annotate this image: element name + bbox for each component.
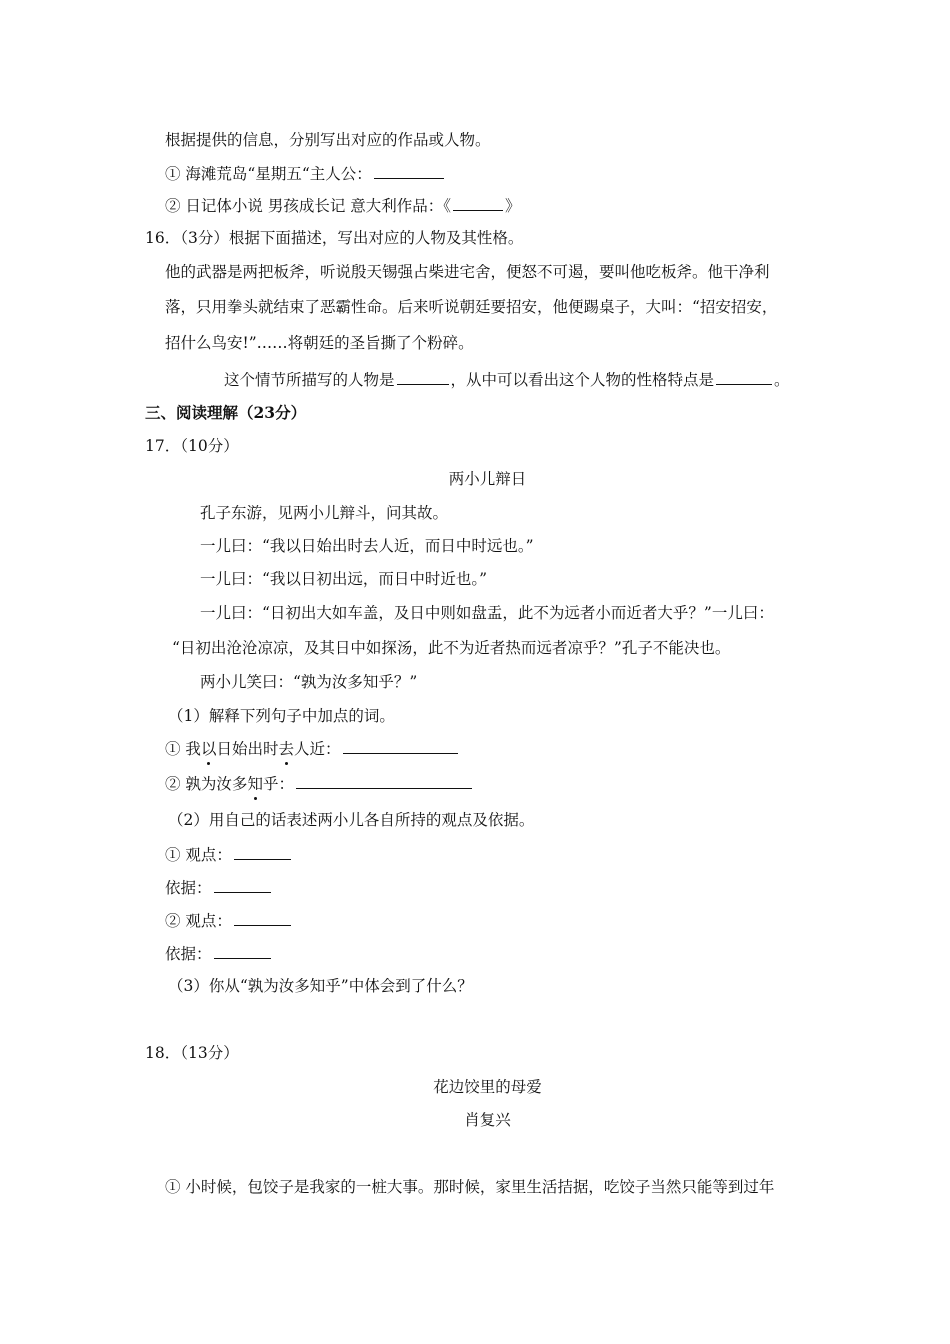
q16-question: 这个情节所描写的人物是 ，从中可以看出这个人物的性格特点是 。 (224, 371, 790, 389)
q16-passage-line: 招什么鸟安!”……将朝廷的圣旨撕了个粉碎。 (165, 334, 474, 352)
answer-blank[interactable] (214, 877, 271, 893)
q16-passage-line: 落，只用拳头就结束了恶霸性命。后来听说朝廷要招安，他便踢桌子，大叫：“招安招安， (165, 298, 778, 316)
q17-sub1-item2: ② 孰为汝多知乎： (165, 773, 474, 794)
answer-blank[interactable] (214, 943, 271, 959)
q18-title: 花边饺里的母爱 (433, 1078, 542, 1096)
q17-sub1: （1）解释下列句子中加点的词。 (168, 707, 395, 725)
q17-para: 一儿曰：“我以日初出远，而日中时近也。” (200, 570, 488, 588)
q17-para: 一儿曰：“我以日始出时去人近，而日中时远也。” (200, 537, 534, 555)
q18-para: ① 小时候，包饺子是我家的一桩大事。那时候，家里生活拮据，吃饺子当然只能等到过年 (165, 1178, 775, 1196)
q17-basis1: 依据： (165, 877, 273, 898)
q17-para: 一儿曰：“日初出大如车盖，及日中则如盘盂，此不为远者小而近者大乎？”一儿曰： (200, 604, 774, 622)
dotted-char: 以 (200, 740, 217, 758)
answer-blank[interactable] (397, 369, 449, 385)
section15-intro: 根据提供的信息，分别写出对应的作品或人物。 (165, 131, 491, 149)
q18-author: 肖复兴 (464, 1111, 511, 1129)
q17-sub3: （3）你从“孰为汝多知乎”中体会到了什么？ (168, 977, 473, 995)
answer-blank[interactable] (296, 773, 472, 789)
q17-para: 两小儿笑曰：“孰为汝多知乎？” (200, 673, 418, 691)
q17-para: “日初出沧沧凉凉，及其日中如探汤，此不为近者热而远者凉乎？”孔子不能决也。 (172, 639, 731, 657)
q17-title: 两小儿辩日 (448, 470, 527, 488)
q17-sub2: （2）用自己的话表述两小儿各自所持的观点及依据。 (168, 811, 535, 829)
section3-heading: 三、阅读理解（23分） (145, 403, 307, 422)
q17-label: 17．（10分） (145, 437, 239, 455)
dotted-char: 知 (247, 775, 263, 793)
answer-blank[interactable] (343, 738, 458, 754)
answer-blank[interactable] (453, 195, 503, 211)
answer-blank[interactable] (374, 163, 444, 179)
q17-sub1-item1: ① 我以日始出时去人近： (165, 738, 460, 759)
q17-para: 孔子东游，见两小儿辩斗，问其故。 (200, 504, 449, 522)
section15-item2: ② 日记体小说 男孩成长记 意大利作品：《 》 (165, 197, 521, 215)
answer-blank[interactable] (716, 369, 772, 385)
q17-basis2: 依据： (165, 943, 273, 964)
dotted-char: 去 (278, 740, 294, 758)
q16-passage-line: 他的武器是两把板斧，听说殷天锡强占柴进宅舍，便怒不可遏，要叫他吃板斧。他干净利 (165, 263, 770, 281)
q17-view1: ① 观点： (165, 844, 293, 865)
q18-label: 18．（13分） (145, 1044, 239, 1062)
answer-blank[interactable] (234, 910, 291, 926)
answer-blank[interactable] (234, 844, 291, 860)
section15-item1: ① 海滩荒岛“星期五“主人公： (165, 163, 446, 184)
q16-label: 16．（3分）根据下面描述，写出对应的人物及其性格。 (145, 229, 524, 247)
q17-view2: ② 观点： (165, 910, 293, 931)
